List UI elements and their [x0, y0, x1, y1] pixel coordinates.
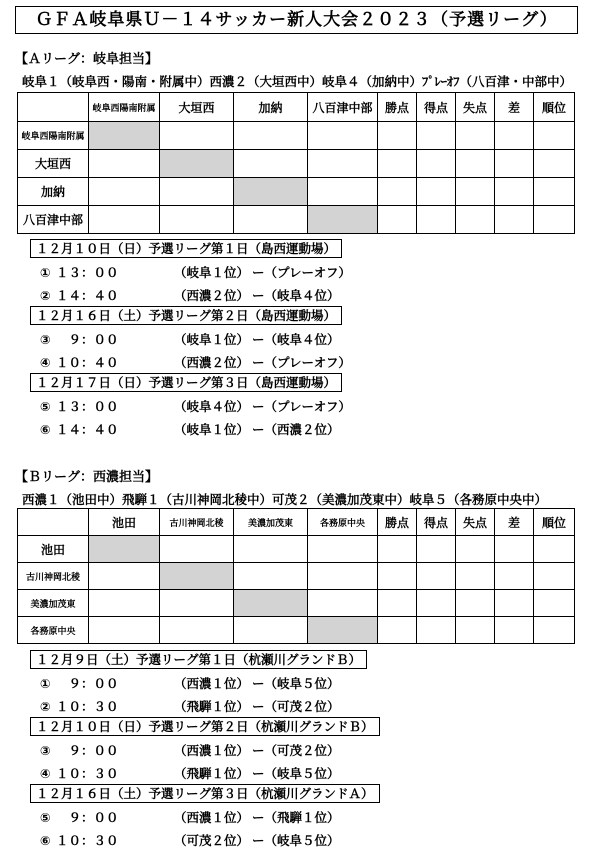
row-team-1: 池田 — [18, 536, 89, 563]
diagonal-cell — [308, 206, 378, 234]
row-team-1: 岐阜西陽南附属 — [18, 122, 89, 150]
corner-cell — [18, 93, 89, 122]
table-row — [18, 617, 575, 644]
league-b-day-2: １２月１０日（日）予選リーグ第２日（杭瀬川グランドＢ） — [30, 717, 380, 736]
table-row — [18, 178, 575, 206]
league-a-day-1: １２月１０日（日）予選リーグ第１日（島西運動場） — [30, 239, 342, 258]
col-goals-for: 得点 — [417, 93, 456, 122]
match-row: ② １０：３０ （飛騨１位） ー（可茂２位） — [40, 699, 340, 714]
col-points: 勝点 — [378, 509, 417, 536]
diagonal-cell — [234, 590, 308, 617]
league-b-day-3: １２月１６日（土）予選リーグ第３日（杭瀬川グランドＡ） — [30, 784, 380, 803]
match-row: ⑥ １４：４０ （岐阜１位） ー（西濃２位） — [40, 422, 340, 437]
match-row: ⑤ ９：００ （西濃１位） ー（飛騨１位） — [40, 810, 340, 825]
diagonal-cell — [89, 536, 160, 563]
col-team-2: 古川神岡北稜 — [160, 509, 234, 536]
corner-cell — [18, 509, 89, 536]
match-row: ③ ９：００ （岐阜１位） ー（岐阜４位） — [40, 332, 340, 347]
col-rank: 順位 — [534, 93, 575, 122]
col-goals-against: 失点 — [456, 93, 495, 122]
col-team-3: 美濃加茂東 — [234, 509, 308, 536]
col-goal-diff: 差 — [495, 93, 534, 122]
col-rank: 順位 — [534, 509, 575, 536]
match-row: ① １３：００ （岐阜１位） ー（プレーオフ） — [40, 265, 351, 280]
row-team-3: 加納 — [18, 178, 89, 206]
match-row: ④ １０：４０ （西濃２位） ー（プレーオフ） — [40, 355, 351, 370]
col-team-1: 岐阜西陽南附属 — [89, 93, 160, 122]
league-a-header: 【Ａリーグ：岐阜担当】 — [15, 52, 159, 67]
col-goals-for: 得点 — [417, 509, 456, 536]
page-title: ＧＦＡ岐阜県Ｕ－１４サッカー新人大会２０２３（予選リーグ） — [15, 6, 578, 34]
table-row — [18, 206, 575, 234]
col-team-3: 加納 — [234, 93, 308, 122]
col-team-4: 各務原中央 — [308, 509, 378, 536]
col-team-4: 八百津中部 — [308, 93, 378, 122]
match-row: ④ １０：３０ （飛騨１位） ー（岐阜５位） — [40, 766, 340, 781]
diagonal-cell — [89, 122, 160, 150]
league-a-teams-line: 岐阜１（岐阜西・陽南・附属中）西濃２（大垣西中）岐阜４（加納中）ﾌﾟﾚｰｵﾌ（八百津・中部中） — [22, 74, 573, 89]
match-row: ⑤ １３：００ （岐阜４位） ー（プレーオフ） — [40, 399, 351, 414]
table-row — [18, 590, 575, 617]
row-team-3: 美濃加茂東 — [18, 590, 89, 617]
match-row: ② １４：４０ （西濃２位） ー（岐阜４位） — [40, 288, 340, 303]
row-team-4: 各務原中央 — [18, 617, 89, 644]
league-a-day-3: １２月１７日（日）予選リーグ第３日（島西運動場） — [30, 373, 342, 392]
table-header-row — [18, 93, 575, 122]
match-row: ① ９：００ （西濃１位） ー（岐阜５位） — [40, 676, 340, 691]
league-b-table — [17, 508, 575, 644]
row-team-4: 八百津中部 — [18, 206, 89, 234]
diagonal-cell — [160, 150, 234, 178]
table-row — [18, 122, 575, 150]
col-team-2: 大垣西 — [160, 93, 234, 122]
table-header-row — [18, 509, 575, 536]
col-goal-diff: 差 — [495, 509, 534, 536]
diagonal-cell — [234, 178, 308, 206]
table-row — [18, 563, 575, 590]
league-b-header: 【Ｂリーグ：西濃担当】 — [15, 470, 159, 485]
league-b-teams-line: 西濃１（池田中）飛騨１（古川神岡北稜中）可茂２（美濃加茂東中）岐阜５（各務原中央中） — [22, 492, 548, 507]
league-b-day-1: １２月９日（土）予選リーグ第１日（杭瀬川グランドＢ） — [30, 650, 367, 669]
row-team-2: 古川神岡北稜 — [18, 563, 89, 590]
table-row — [18, 150, 575, 178]
match-row: ⑥ １０：３０ （可茂２位） ー（岐阜５位） — [40, 833, 340, 848]
col-team-1: 池田 — [89, 509, 160, 536]
col-goals-against: 失点 — [456, 509, 495, 536]
league-a-day-2: １２月１６日（土）予選リーグ第２日（島西運動場） — [30, 306, 342, 325]
league-a-table — [17, 92, 575, 234]
diagonal-cell — [160, 563, 234, 590]
match-row: ③ ９：００ （西濃１位） ー（可茂２位） — [40, 743, 340, 758]
table-row — [18, 536, 575, 563]
col-points: 勝点 — [378, 93, 417, 122]
row-team-2: 大垣西 — [18, 150, 89, 178]
diagonal-cell — [308, 617, 378, 644]
